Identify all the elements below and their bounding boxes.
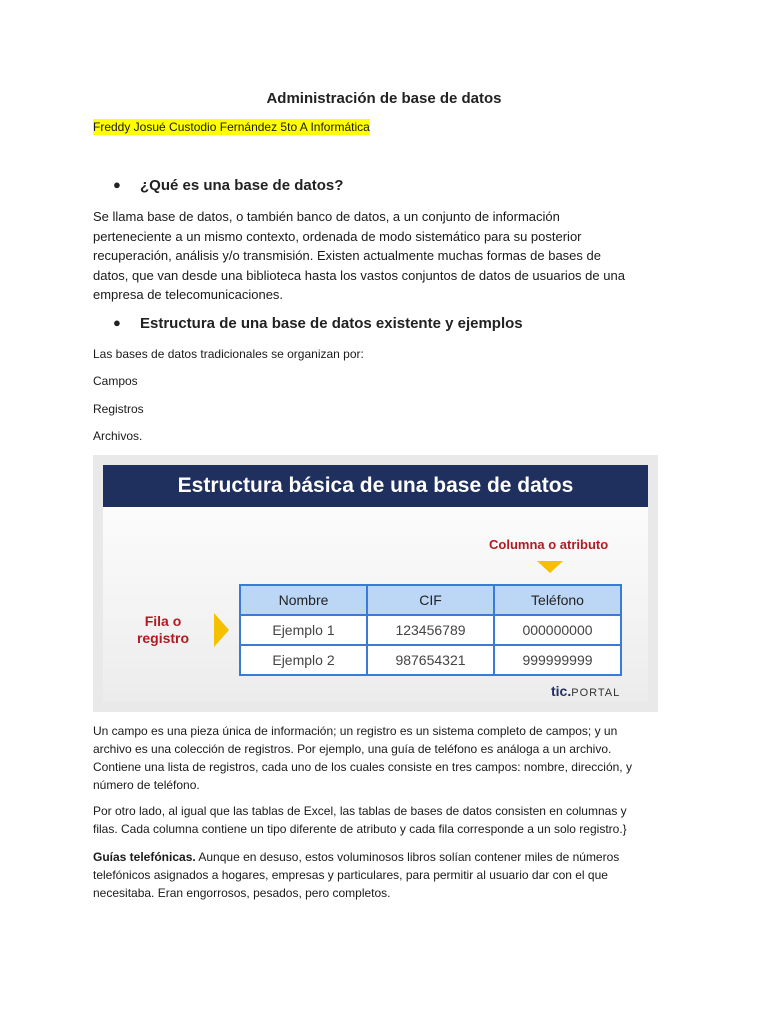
author-line: Freddy Josué Custodio Fernández 5to A Informática xyxy=(93,120,370,134)
table-cell: 123456789 xyxy=(367,615,494,645)
text-line: perteneciente a un mismo contexto, ordenada de modo sistemático para su posterior xyxy=(93,228,582,244)
table-cell: 000000000 xyxy=(494,615,621,645)
section2-intro: Las bases de datos tradicionales se organizan por: xyxy=(93,347,364,361)
logo-tic: tic. xyxy=(551,683,572,699)
section2-heading-text: Estructura de una base de datos existente y ejemplos xyxy=(140,315,523,332)
text-line: empresa de telecomunicaciones. xyxy=(93,287,284,302)
bullet-icon: ● xyxy=(113,177,121,192)
logo-portal: PORTAL xyxy=(571,687,621,699)
text-line: filas. Cada columna contiene un tipo diferente de atributo y cada fila corresponde a un solo registro.} xyxy=(93,822,627,836)
ticportal-logo xyxy=(551,683,620,699)
figure-header: Estructura básica de una base de datos xyxy=(103,465,648,507)
text-line: Por otro lado, al igual que las tablas de Excel, las tablas de bases de datos consisten en columnas y xyxy=(93,804,627,818)
list-item-archivos: Archivos. xyxy=(93,429,143,443)
bold-term: Guías telefónicas. xyxy=(93,850,196,864)
table-header-cell: CIF xyxy=(367,585,494,615)
section1-heading-text: ¿Qué es una base de datos? xyxy=(140,177,344,194)
text-line xyxy=(93,848,693,866)
text-line: datos, que van desde una biblioteca hasta los vastos conjuntos de datos de usuarios de una xyxy=(93,267,625,283)
table-cell: 999999999 xyxy=(494,645,621,675)
example-table xyxy=(239,584,622,676)
text-line: necesitaba. Eran engorrosos, pesados, pero completos. xyxy=(93,886,391,900)
text-line: número de teléfono. xyxy=(93,778,200,792)
down-arrow-icon xyxy=(537,561,563,573)
table-cell: 987654321 xyxy=(367,645,494,675)
right-arrow-icon xyxy=(214,613,229,647)
fields-records-paragraph xyxy=(93,722,693,794)
table-header-cell: Teléfono xyxy=(494,585,621,615)
list-item-campos: Campos xyxy=(93,374,138,388)
text-line: Contiene una lista de registros, cada uno de los cuales consiste en tres campos: nombre, dirección, y xyxy=(93,760,632,774)
row-label: Fila o registro xyxy=(136,613,190,646)
figure-canvas xyxy=(103,465,648,702)
text-line: archivo es una colección de registros. Por ejemplo, una guía de teléfono es análoga a un archivo. xyxy=(93,742,612,756)
bullet-icon: ● xyxy=(113,315,121,330)
table-row xyxy=(240,615,621,645)
phone-guides-paragraph xyxy=(93,848,693,902)
table-row xyxy=(240,645,621,675)
document-title: Administración de base de datos xyxy=(266,90,502,107)
text-span: Aunque en desuso, estos voluminosos libros solían contener miles de números xyxy=(195,850,620,864)
table-header-row xyxy=(240,585,621,615)
table-header-cell: Nombre xyxy=(240,585,367,615)
text-line: Se llama base de datos, o también banco de datos, a un conjunto de información xyxy=(93,209,560,224)
text-line: recuperación, análisis y/o transmisión. Existen actualmente muchas formas de bases de xyxy=(93,248,601,263)
text-line: Un campo es una pieza única de información; un registro es un sistema completo de campos; y un xyxy=(93,724,618,738)
database-structure-figure xyxy=(93,455,658,712)
excel-comparison-paragraph xyxy=(93,802,693,838)
section1-paragraph xyxy=(93,207,683,305)
text-line: telefónicos asignados a hogares, empresas y particulares, para permitir al usuario dar con el que xyxy=(93,868,608,882)
column-label: Columna o atributo xyxy=(489,537,609,552)
list-item-registros: Registros xyxy=(93,402,144,416)
table-cell: Ejemplo 2 xyxy=(240,645,367,675)
table-cell: Ejemplo 1 xyxy=(240,615,367,645)
